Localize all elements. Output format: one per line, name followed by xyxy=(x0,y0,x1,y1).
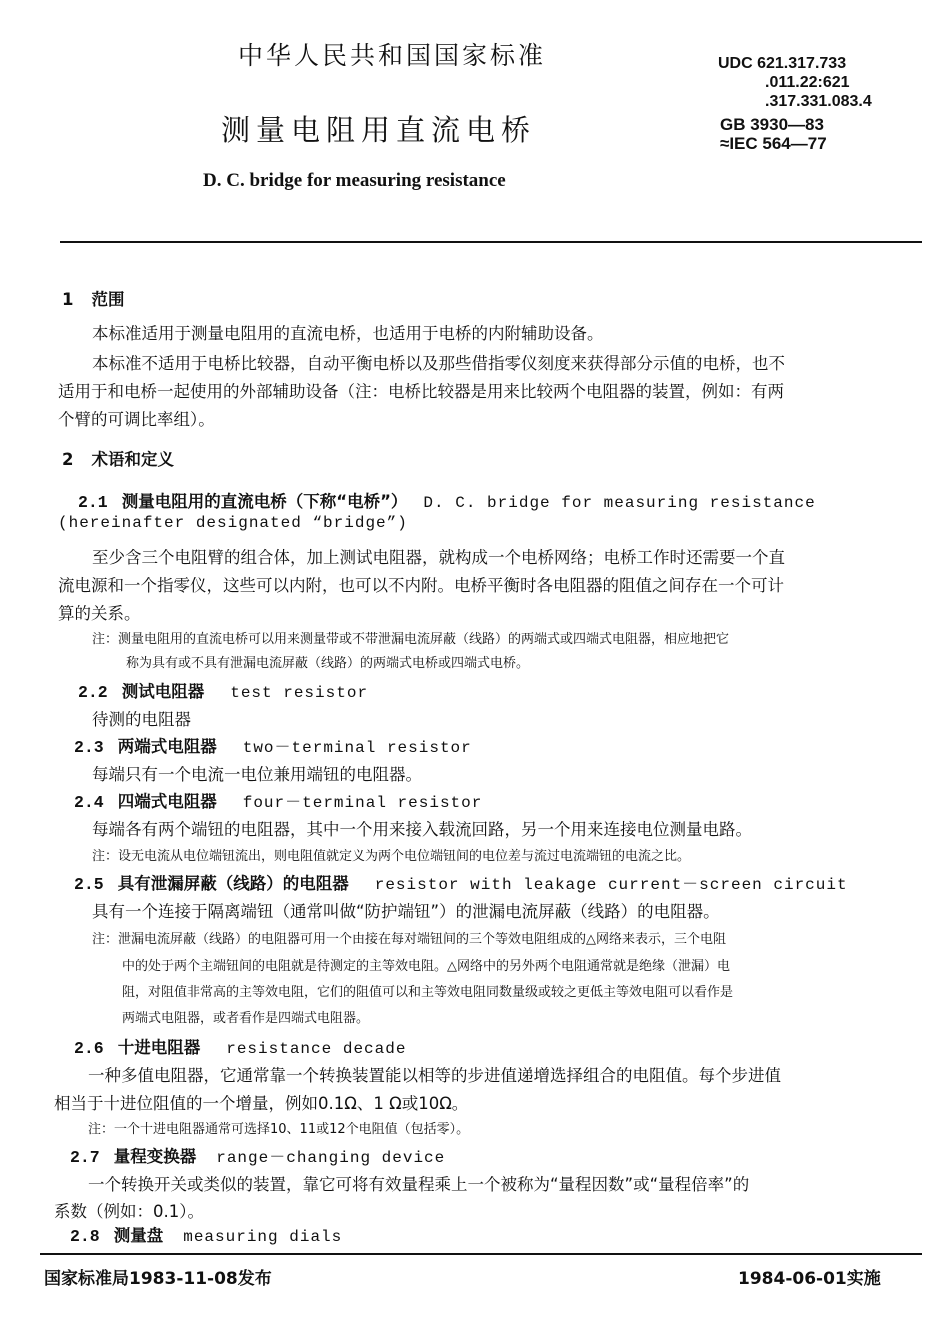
term-number: 2.1 xyxy=(78,493,108,512)
term-en: resistance decade xyxy=(226,1040,407,1058)
term-en: test resistor xyxy=(230,684,369,702)
udc-line-2: .011.22:621 xyxy=(765,74,850,91)
iec-equivalent: ≈IEC 564—77 xyxy=(720,134,827,153)
udc-line-1: UDC 621.317.733 xyxy=(718,55,847,72)
definition: 至少含三个电阻臂的组合体，加上测试电阻器，就构成一个电桥网络；电桥工作时还需要一个直 xyxy=(92,548,785,567)
paragraph-line: 个臂的可调比率组）。 xyxy=(58,410,215,429)
udc-classification xyxy=(718,54,872,111)
term-en-continued: (hereinafter designated “bridge”) xyxy=(58,514,408,532)
section-title: 术语和定义 xyxy=(91,450,174,469)
document-title: 测量电阻用直流电桥 xyxy=(221,113,537,147)
header-rule xyxy=(60,241,922,243)
section-number: 2 xyxy=(62,450,74,469)
term-cn: 四端式电阻器 xyxy=(117,792,217,811)
definition: 每端各有两个端钮的电阻器，其中一个用来接入载流回路，另一个用来连接电位测量电路。 xyxy=(92,820,752,839)
term-2-4 xyxy=(74,788,482,812)
section-2-heading xyxy=(62,446,174,470)
term-cn: 测量盘 xyxy=(113,1226,164,1245)
term-en: measuring dials xyxy=(183,1228,343,1246)
footer-rule xyxy=(40,1253,922,1255)
effective-date: 1984-06-01实施 xyxy=(738,1269,881,1289)
definition: 待测的电阻器 xyxy=(92,710,191,729)
term-cn: 测量电阻用的直流电桥（下称“电桥”） xyxy=(121,492,408,511)
term-2-8 xyxy=(70,1222,342,1246)
term-number: 2.3 xyxy=(74,738,104,757)
note: 注：一个十进电阻器通常可选择10、11或12个电阻值（包括零）。 xyxy=(88,1122,470,1137)
term-number: 2.8 xyxy=(70,1227,100,1246)
document-subtitle-en: D. C. bridge for measuring resistance xyxy=(203,170,506,191)
note: 注：泄漏电流屏蔽（线路）的电阻器可用一个由接在每对端钮间的三个等效电阻组成的△网络来表示，三个电阻 xyxy=(92,932,726,947)
section-title: 范围 xyxy=(91,290,125,309)
term-2-2 xyxy=(78,678,368,702)
term-number: 2.2 xyxy=(78,683,108,702)
note: 注：设无电流从电位端钮流出，则电阻值就定义为两个电位端钮间的电位差与流过电流端钮的电流之比。 xyxy=(92,849,691,864)
definition-line: 系数（例如：0.1）。 xyxy=(54,1202,204,1221)
term-en: four－terminal resistor xyxy=(242,794,483,812)
term-en: D. C. bridge for measuring resistance xyxy=(423,494,816,512)
term-cn: 测试电阻器 xyxy=(121,682,205,701)
paragraph-line: 适用于和电桥一起使用的外部辅助设备（注：电桥比较器是用来比较两个电阻器的装置，例如：有两 xyxy=(58,382,784,401)
note-line: 称为具有或不具有泄漏电流屏蔽（线路）的两端式电桥或四端式电桥。 xyxy=(126,656,530,671)
term-number: 2.6 xyxy=(74,1039,104,1058)
note-line: 阻，对阻值非常高的主等效电阻，它们的阻值可以和主等效电阻同数量级或较之更低主等效电阻可以看作是 xyxy=(122,985,734,1000)
term-number: 2.5 xyxy=(74,875,104,894)
term-number: 2.7 xyxy=(70,1148,100,1167)
standard-number xyxy=(720,115,827,153)
term-cn: 具有泄漏屏蔽（线路）的电阻器 xyxy=(117,874,349,893)
gb-code: GB 3930—83 xyxy=(720,115,824,134)
issue-date: 国家标准局1983-11-08发布 xyxy=(44,1269,272,1289)
definition-line: 算的关系。 xyxy=(58,604,141,623)
term-en: range－changing device xyxy=(216,1149,446,1167)
paragraph: 本标准适用于测量电阻用的直流电桥，也适用于电桥的内附辅助设备。 xyxy=(92,324,604,343)
term-2-7 xyxy=(70,1143,445,1167)
paragraph: 本标准不适用于电桥比较器，自动平衡电桥以及那些借指零仪刻度来获得部分示值的电桥，也不 xyxy=(92,354,785,373)
definition: 一种多值电阻器，它通常靠一个转换装置能以相等的步进值递增选择组合的电阻值。每个步进值 xyxy=(88,1066,781,1085)
term-number: 2.4 xyxy=(74,793,104,812)
definition-line: 相当于十进位阻值的一个增量，例如0.1Ω、1 Ω或10Ω。 xyxy=(54,1094,469,1113)
section-1-heading xyxy=(62,286,124,310)
definition: 一个转换开关或类似的装置，靠它可将有效量程乘上一个被称为“量程因数”或“量程倍率”的 xyxy=(88,1175,750,1194)
term-2-5 xyxy=(74,870,848,894)
udc-line-3: .317.331.083.4 xyxy=(765,93,872,110)
term-cn: 十进电阻器 xyxy=(117,1038,201,1057)
definition: 每端只有一个电流一电位兼用端钮的电阻器。 xyxy=(92,765,422,784)
note: 注：测量电阻用的直流电桥可以用来测量带或不带泄漏电流屏蔽（线路）的两端式或四端式电阻器，相应地把它 xyxy=(92,632,730,647)
term-2-6 xyxy=(74,1034,406,1058)
term-en: resistor with leakage current－screen circuit xyxy=(374,876,848,894)
note-line: 两端式电阻器，或者看作是四端式电阻器。 xyxy=(122,1011,370,1026)
term-cn: 量程变换器 xyxy=(113,1147,197,1166)
issuing-authority: 中华人民共和国国家标准 xyxy=(238,41,547,70)
term-2-1 xyxy=(78,488,816,512)
definition-line: 流电源和一个指零仪，这些可以内附，也可以不内附。电桥平衡时各电阻器的阻值之间存在一个可计 xyxy=(58,576,784,595)
term-2-3 xyxy=(74,733,472,757)
definition: 具有一个连接于隔离端钮（通常叫做“防护端钮”）的泄漏电流屏蔽（线路）的电阻器。 xyxy=(92,902,720,921)
note-line: 中的处于两个主端钮间的电阻就是待测定的主等效电阻。△网络中的另外两个电阻通常就是绝缘（泄漏）电 xyxy=(122,959,730,974)
section-number: 1 xyxy=(62,290,74,309)
term-cn: 两端式电阻器 xyxy=(117,737,217,756)
term-en: two－terminal resistor xyxy=(242,739,472,757)
